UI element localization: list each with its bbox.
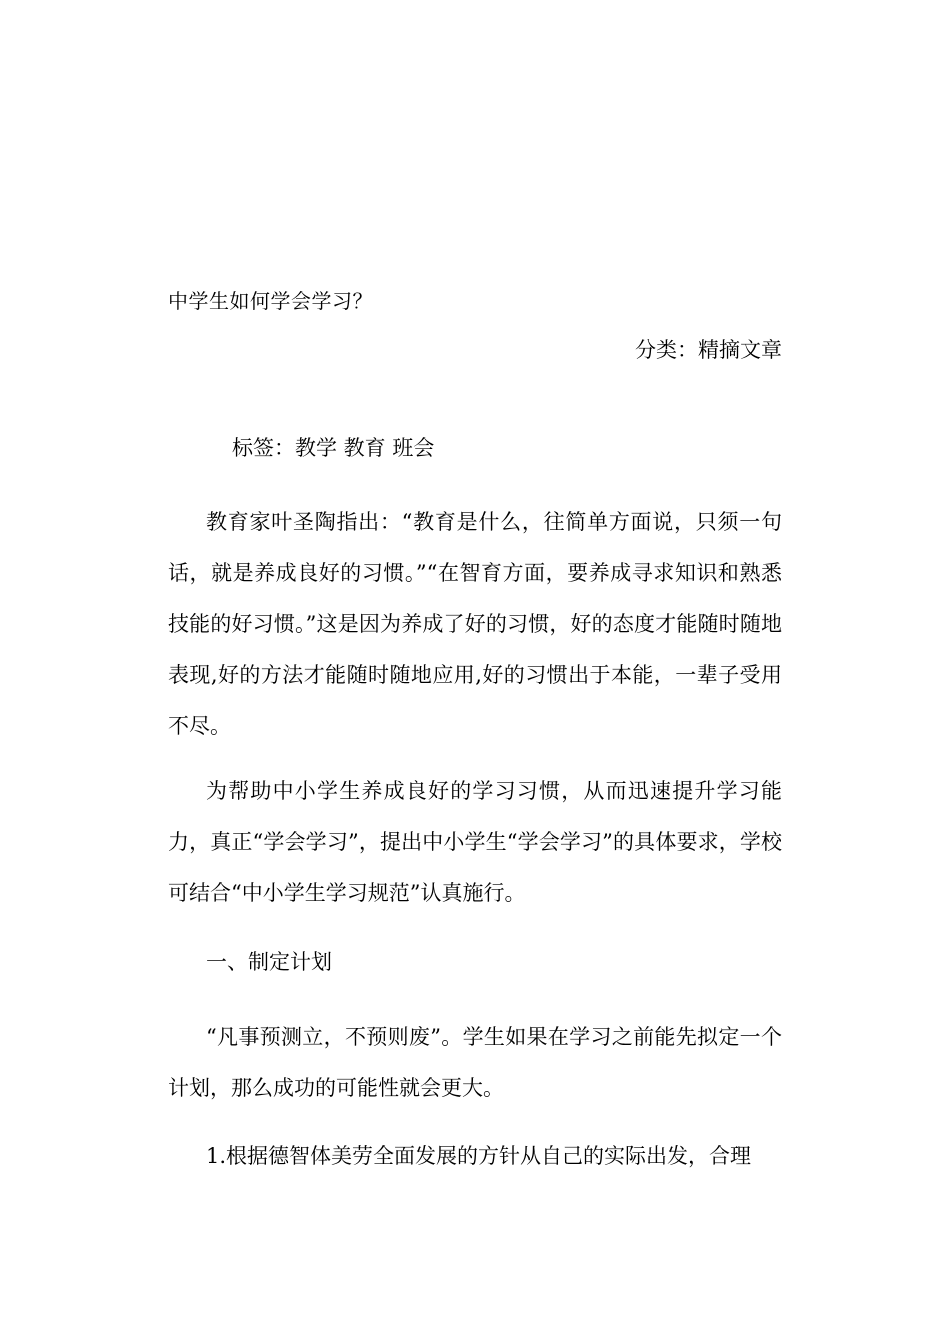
document-title: 中学生如何学会学习？ xyxy=(168,289,373,313)
paragraph-plan: “凡事预测立，不预则废”。学生如果在学习之前能先拟定一个计划，那么成功的可能性就会更大。 xyxy=(168,1025,782,1100)
paragraph-intro: 教育家叶圣陶指出：“教育是什么，往简单方面说，只须一句话，就是养成良好的习惯。”“在智育方面，要养成寻求知识和熟悉技能的好习惯。”这是因为养成了好的习惯，好的态度才能随时随地表现,好的方法才能随时随地应用,好的习惯出于本能，一辈子受用不尽。 xyxy=(168,510,782,738)
paragraph-item-1: 1.根据德智体美劳全面发展的方针从自己的实际出发，合理 xyxy=(206,1144,752,1168)
section-heading-plan: 一、制定计划 xyxy=(206,950,332,974)
tags-label: 标签：教学 教育 班会 xyxy=(232,436,435,460)
paragraph-purpose: 为帮助中小学生养成良好的学习习惯，从而迅速提升学习能力，真正“学会学习”，提出中小学生“学会学习”的具体要求，学校可结合“中小学生学习规范”认真施行。 xyxy=(168,779,782,905)
category-label: 分类：精摘文章 xyxy=(635,338,782,362)
